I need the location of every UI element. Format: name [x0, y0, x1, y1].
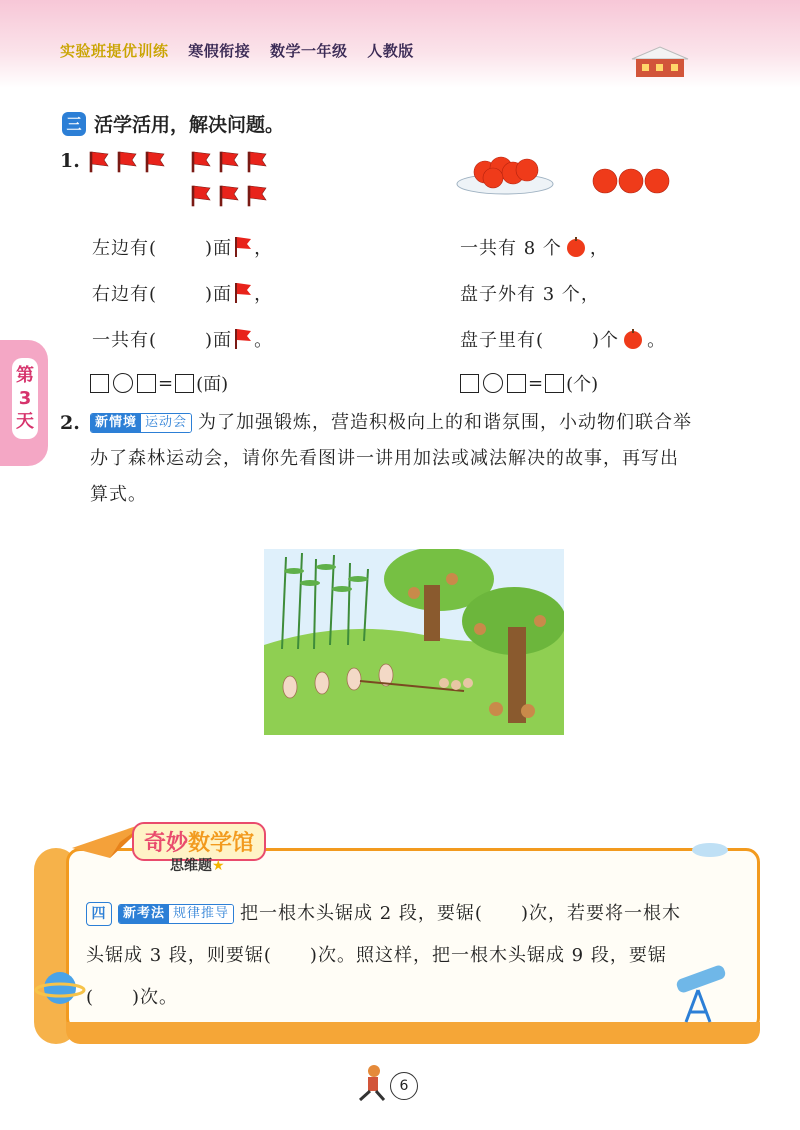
red-apple-icon: [619, 169, 643, 193]
q2-text-line-1: 为了加强锻炼，营造积极向上的和谐氛围，小动物们联合举: [198, 412, 693, 433]
red-flag-icon: [220, 186, 238, 206]
header-title: [60, 40, 428, 61]
red-flag-icon: [146, 152, 164, 172]
red-apple-icon: [565, 236, 587, 258]
header-brand: 实验班提优训练: [60, 42, 169, 60]
think-text-line-1: 把一根木头锯成 2 段，要锯( )次，若要将一根木: [240, 903, 681, 924]
header-subtitle: 寒假衔接: [188, 42, 251, 60]
day-side-tab-label: 第3天: [12, 358, 38, 439]
q1-right-line-2: [460, 280, 600, 306]
think-line-1: [86, 893, 726, 935]
page-number: 6: [390, 1072, 418, 1100]
answer-box[interactable]: [90, 374, 109, 393]
flags-illustration: [88, 148, 278, 216]
q1-left-line-1-end: ，: [254, 238, 274, 259]
q1-left-line-2-pre: 右边有(: [92, 284, 158, 305]
red-apple-icon: [483, 168, 503, 188]
operator-circle[interactable]: [113, 373, 133, 393]
section-heading: [62, 110, 284, 137]
red-flag-icon: [220, 152, 238, 172]
q1-left-line-3-pre: 一共有(: [92, 330, 158, 351]
question-4-badge: 四: [86, 902, 112, 926]
section-number-badge: 三: [62, 112, 86, 136]
answer-box[interactable]: [137, 374, 156, 393]
red-flag-icon: [192, 186, 210, 206]
section-title: 活学活用，解决问题。: [94, 114, 285, 136]
red-apple-icon: [593, 169, 617, 193]
q1-right-unit: (个): [566, 374, 599, 395]
red-flag-icon: [234, 236, 252, 258]
new-situation-tag: [90, 413, 192, 433]
header-edition: 人教版: [367, 42, 414, 60]
equals-sign: =: [528, 372, 544, 394]
red-flag-icon: [192, 152, 210, 172]
q1-right-line-2-text: 盘子外有 3 个，: [460, 284, 600, 305]
header-grade: 数学一年级: [270, 42, 348, 60]
q1-right-equation: [458, 370, 598, 396]
q1-left-line-3-end: 。: [254, 330, 274, 351]
q1-right-line-1: [460, 234, 609, 260]
planet-icon: [34, 962, 86, 1014]
q1-left-line-2: [92, 280, 273, 306]
thinking-subtitle-text: 思维题: [170, 858, 212, 874]
q1-left-equation: [88, 370, 228, 396]
tag-label-a: 新情境: [91, 414, 141, 432]
q2-line-2: 办了森林运动会，请你先看图讲一讲用加法或减法解决的故事，再写出: [90, 448, 679, 469]
equals-sign: =: [158, 372, 174, 394]
q1-right-line-3-post: )个: [592, 330, 620, 351]
q1-left-line-3: [92, 326, 273, 352]
star-icon: ★: [212, 858, 225, 874]
q1-left-line-1: [92, 234, 273, 260]
tag-label-a: 新考法: [119, 905, 169, 923]
answer-box[interactable]: [545, 374, 564, 393]
answer-box[interactable]: [460, 374, 479, 393]
thinking-question: [86, 893, 726, 1019]
house-icon: [628, 45, 692, 77]
q1-right-line-1-text: 一共有 8 个: [460, 238, 562, 259]
q1-left-line-2-post: )面: [205, 284, 233, 305]
brand-title-part-a: 奇妙: [144, 831, 189, 856]
brand-title-part-b: 数学馆: [188, 831, 255, 856]
red-flag-icon: [90, 152, 108, 172]
think-text-line-2: 头锯成 3 段，则要锯( )次。照这样，把一根木头锯成 9 段，要锯: [86, 945, 667, 966]
answer-box[interactable]: [175, 374, 194, 393]
q1-left-line-2-end: ，: [254, 284, 274, 305]
apples-illustration: [455, 148, 680, 198]
answer-box[interactable]: [507, 374, 526, 393]
tag-label-b: 运动会: [141, 414, 191, 432]
operator-circle[interactable]: [483, 373, 503, 393]
red-flag-icon: [248, 186, 266, 206]
q1-left-unit: (面): [196, 374, 229, 395]
page-header: [0, 0, 800, 88]
tag-label-b: 规律推导: [169, 905, 233, 923]
red-flag-icon: [248, 152, 266, 172]
red-apple-icon: [516, 159, 538, 181]
q1-right-line-1-end: ，: [589, 238, 609, 259]
red-flag-icon: [234, 282, 252, 304]
running-child-icon: [350, 1062, 392, 1104]
red-apple-icon: [622, 328, 644, 350]
q1-left-line-1-post: )面: [205, 238, 233, 259]
q1-left-line-3-post: )面: [205, 330, 233, 351]
q2-line-3: 算式。: [90, 484, 147, 505]
q1-right-line-3-end: 。: [647, 330, 667, 351]
question-2-text: [90, 405, 750, 513]
banner-bottom-edge: [66, 1022, 760, 1044]
think-text-line-3: ( )次。: [86, 987, 179, 1008]
new-method-tag: [118, 904, 234, 924]
q1-right-line-3-pre: 盘子里有(: [460, 330, 545, 351]
red-flag-icon: [118, 152, 136, 172]
cloud-icon: [690, 838, 730, 858]
forest-sports-illustration: [264, 549, 564, 735]
q1-right-line-3: [460, 326, 666, 352]
question-1-number: 1.: [60, 150, 80, 172]
red-flag-icon: [234, 328, 252, 350]
red-apple-icon: [645, 169, 669, 193]
q2-line-1: [90, 405, 750, 441]
thinking-subtitle: [170, 855, 225, 875]
telescope-icon: [666, 962, 736, 1026]
q1-left-line-1-pre: 左边有(: [92, 238, 158, 259]
question-2-number: 2.: [60, 412, 80, 434]
